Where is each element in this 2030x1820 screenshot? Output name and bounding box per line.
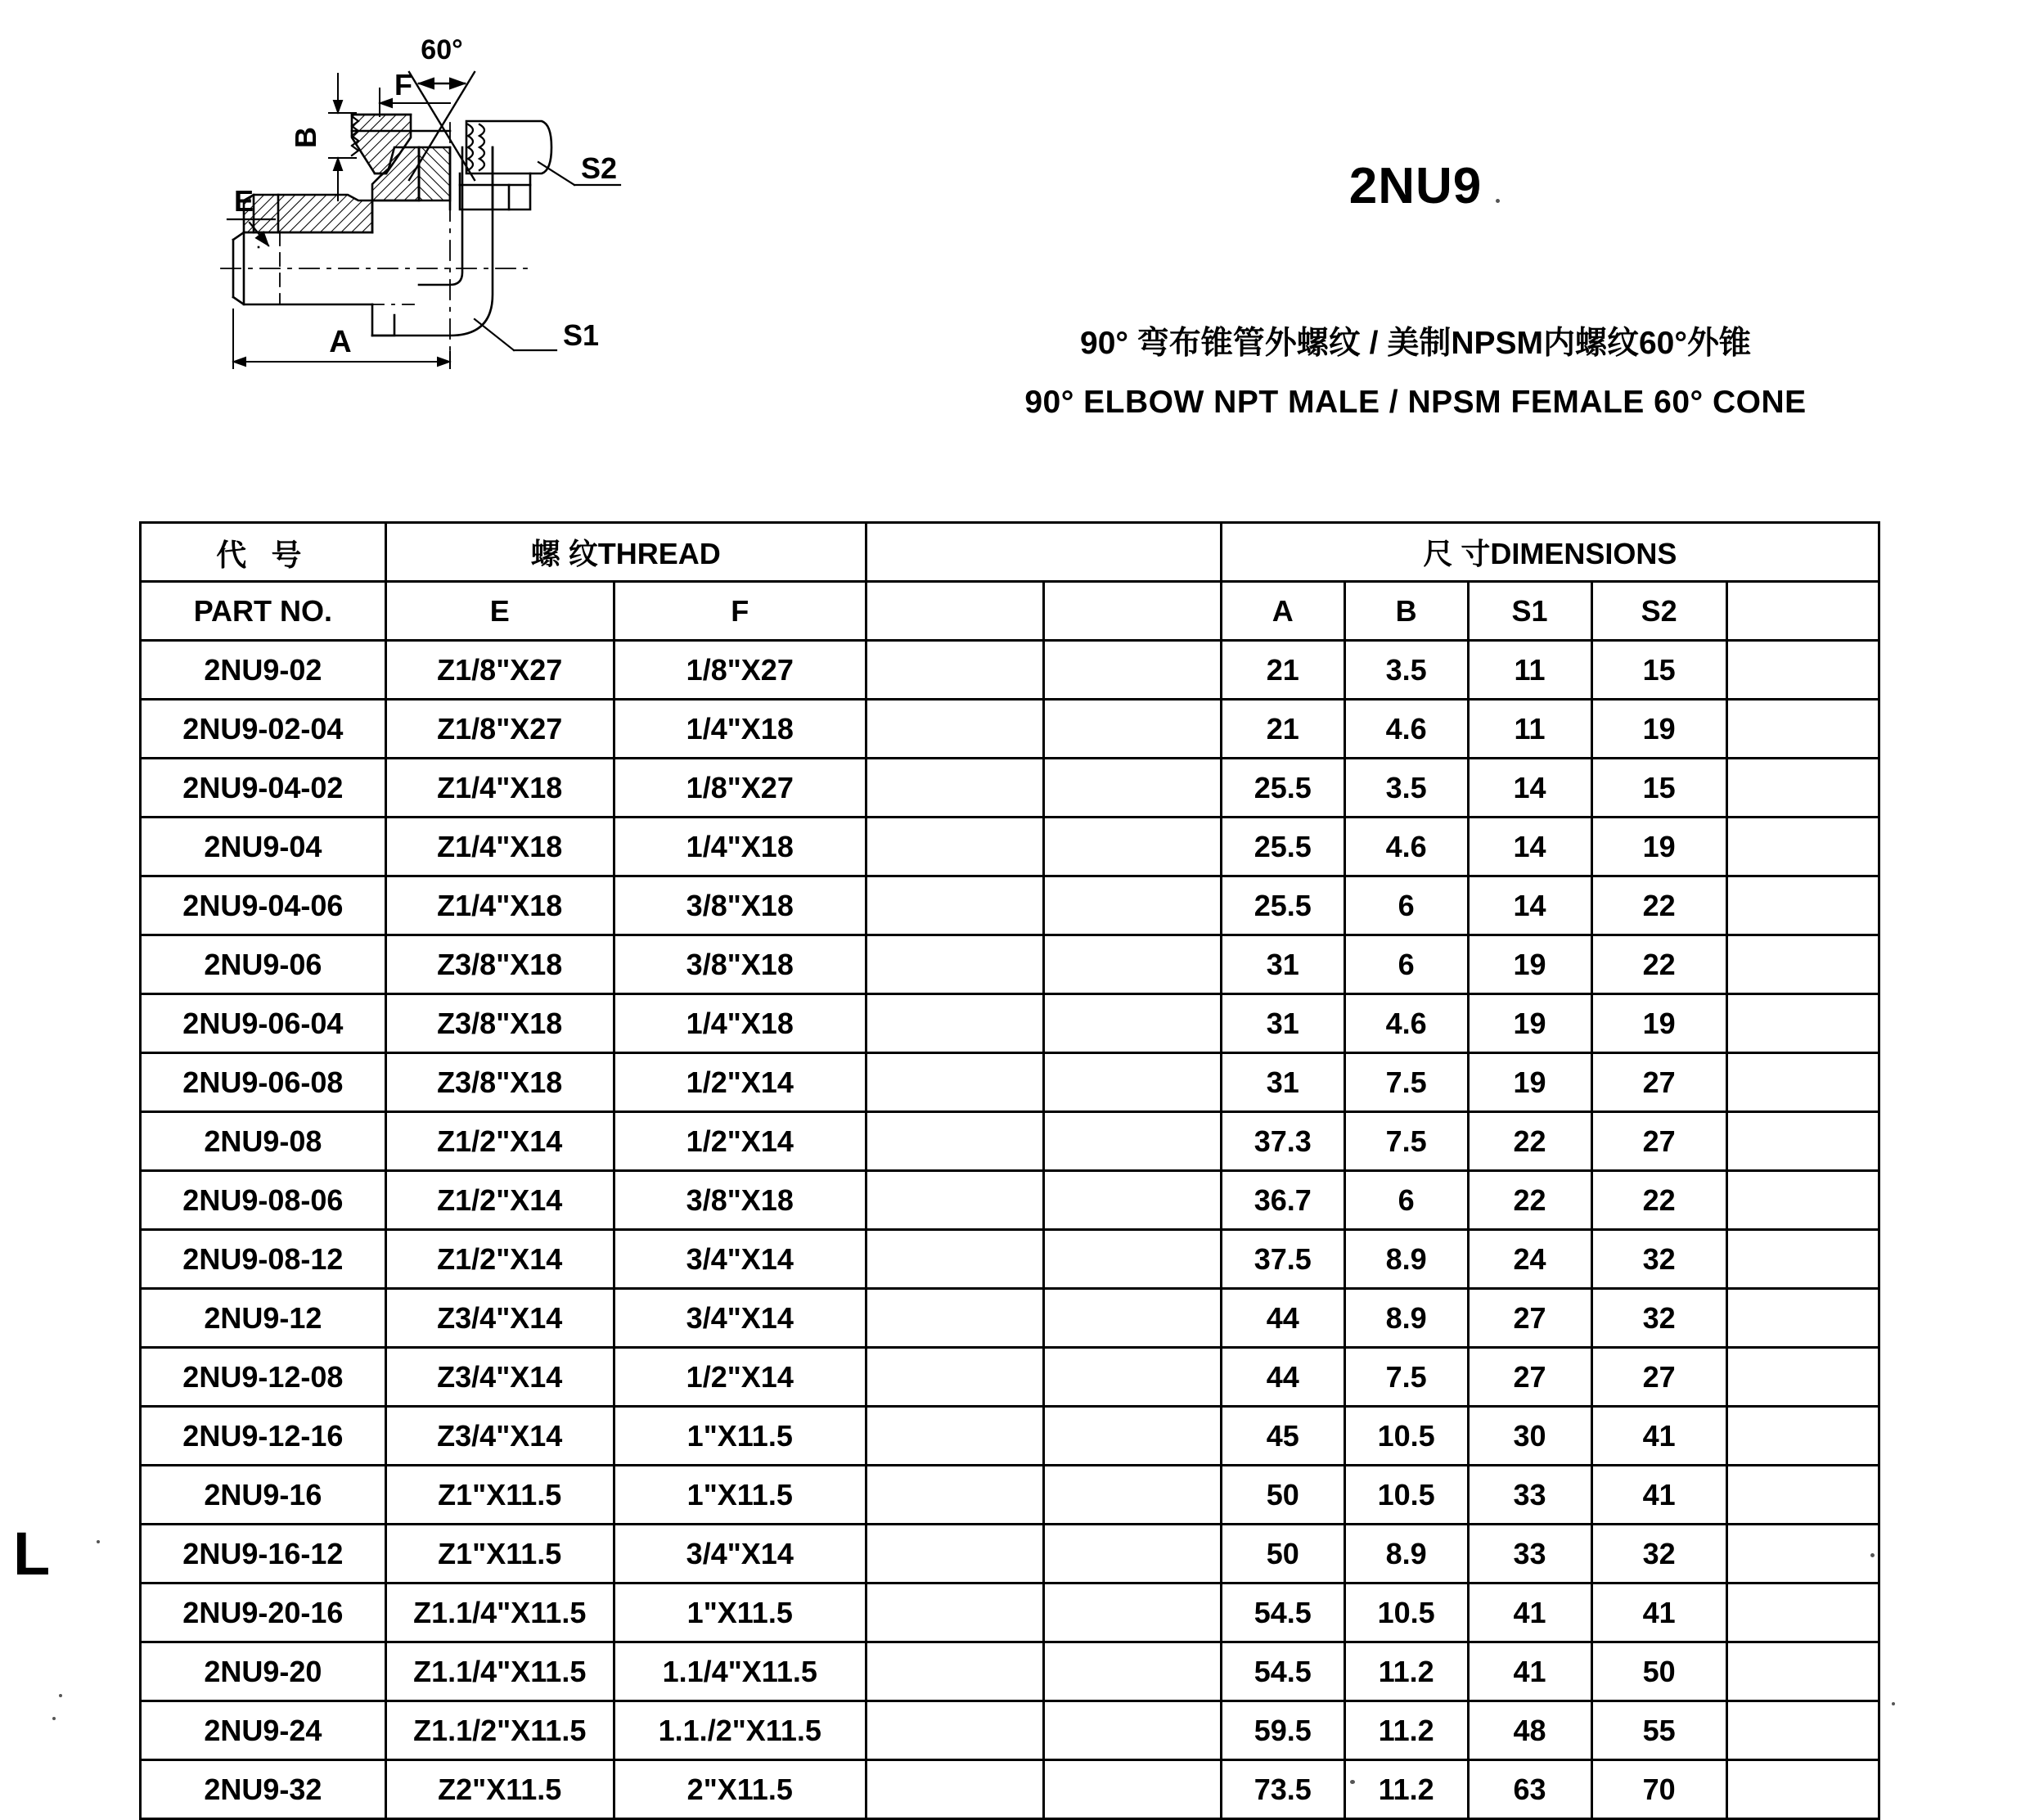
cell-part-no: 2NU9-12 — [141, 1289, 386, 1348]
cell-blank-1 — [866, 1466, 1043, 1525]
cell-thread-f: 3/4"X14 — [614, 1230, 866, 1289]
header-tail-blank — [1726, 582, 1879, 641]
cell-dim-a: 50 — [1221, 1466, 1344, 1525]
cell-blank-2 — [1043, 1230, 1221, 1289]
cell-tail-blank — [1726, 1583, 1879, 1642]
cell-blank-2 — [1043, 1053, 1221, 1112]
cell-blank-1 — [866, 1642, 1043, 1701]
cell-blank-1 — [866, 994, 1043, 1053]
cell-tail-blank — [1726, 876, 1879, 935]
cell-thread-e: Z3/4"X14 — [385, 1407, 614, 1466]
page-title: 2NU9 — [1348, 158, 1483, 214]
cell-dim-a: 45 — [1221, 1407, 1344, 1466]
cell-dim-s2: 19 — [1591, 818, 1726, 876]
cell-thread-f: 1"X11.5 — [614, 1583, 866, 1642]
cell-dim-s1: 14 — [1468, 818, 1591, 876]
cell-part-no: 2NU9-08 — [141, 1112, 386, 1171]
table-row — [141, 641, 1879, 700]
cell-dim-s1: 24 — [1468, 1230, 1591, 1289]
cell-dim-b: 4.6 — [1344, 818, 1468, 876]
drawing-label-b: B — [289, 127, 322, 148]
cell-blank-2 — [1043, 935, 1221, 994]
drawing-label-s1: S1 — [563, 318, 600, 352]
cell-dim-s1: 19 — [1468, 935, 1591, 994]
table-header-sub-row — [141, 582, 1879, 641]
cell-thread-e: Z1/4"X18 — [385, 759, 614, 818]
cell-dim-s2: 41 — [1591, 1466, 1726, 1525]
cell-blank-1 — [866, 876, 1043, 935]
margin-letter-mark: L — [13, 1520, 51, 1588]
drawing-label-e: E — [233, 184, 254, 218]
cell-blank-1 — [866, 1583, 1043, 1642]
header-thread-cn: 螺 纹 — [530, 537, 598, 570]
cell-thread-e: Z3/8"X18 — [385, 994, 614, 1053]
cell-blank-1 — [866, 1701, 1043, 1760]
cell-dim-b: 11.2 — [1344, 1760, 1468, 1819]
cell-blank-1 — [866, 700, 1043, 759]
title-block — [933, 160, 1898, 421]
cell-dim-a: 54.5 — [1221, 1583, 1344, 1642]
cell-thread-e: Z1/2"X14 — [385, 1230, 614, 1289]
cell-thread-e: Z1.1/4"X11.5 — [385, 1642, 614, 1701]
cell-blank-1 — [866, 935, 1043, 994]
table-row — [141, 759, 1879, 818]
cell-blank-1 — [866, 1348, 1043, 1407]
cell-dim-s2: 22 — [1591, 935, 1726, 994]
cell-dim-a: 44 — [1221, 1289, 1344, 1348]
cell-dim-a: 37.3 — [1221, 1112, 1344, 1171]
cell-tail-blank — [1726, 1230, 1879, 1289]
cell-blank-2 — [1043, 1701, 1221, 1760]
cell-blank-1 — [866, 1525, 1043, 1583]
cell-dim-s2: 15 — [1591, 759, 1726, 818]
cell-thread-f: 3/4"X14 — [614, 1289, 866, 1348]
cell-dim-a: 37.5 — [1221, 1230, 1344, 1289]
table-row — [141, 994, 1879, 1053]
cell-blank-2 — [1043, 1642, 1221, 1701]
cell-tail-blank — [1726, 1053, 1879, 1112]
cell-dim-b: 6 — [1344, 1171, 1468, 1230]
cell-thread-e: Z1"X11.5 — [385, 1525, 614, 1583]
cell-tail-blank — [1726, 1760, 1879, 1819]
cell-blank-2 — [1043, 641, 1221, 700]
drawing-label-s2: S2 — [581, 151, 618, 185]
cell-dim-s2: 27 — [1591, 1348, 1726, 1407]
cell-thread-f: 1/4"X18 — [614, 818, 866, 876]
table-row — [141, 1525, 1879, 1583]
cell-thread-f: 1.1./2"X11.5 — [614, 1701, 866, 1760]
cell-dim-s1: 14 — [1468, 759, 1591, 818]
table-row — [141, 818, 1879, 876]
cell-dim-b: 10.5 — [1344, 1583, 1468, 1642]
cell-thread-e: Z2"X11.5 — [385, 1760, 614, 1819]
header-e: E — [385, 582, 614, 641]
cell-tail-blank — [1726, 1701, 1879, 1760]
fitting-technical-drawing — [205, 25, 663, 483]
cell-blank-1 — [866, 818, 1043, 876]
cell-thread-f: 2"X11.5 — [614, 1760, 866, 1819]
cell-dim-a: 25.5 — [1221, 818, 1344, 876]
cell-thread-f: 1/2"X14 — [614, 1053, 866, 1112]
cell-blank-1 — [866, 1053, 1043, 1112]
cell-part-no: 2NU9-02-04 — [141, 700, 386, 759]
cell-dim-s2: 70 — [1591, 1760, 1726, 1819]
cell-dim-b: 11.2 — [1344, 1642, 1468, 1701]
scan-speckle — [1892, 1702, 1895, 1705]
cell-thread-e: Z1/4"X18 — [385, 876, 614, 935]
cell-part-no: 2NU9-32 — [141, 1760, 386, 1819]
cell-dim-s1: 19 — [1468, 994, 1591, 1053]
cell-thread-f: 1/8"X27 — [614, 759, 866, 818]
cell-tail-blank — [1726, 641, 1879, 700]
cell-dim-b: 8.9 — [1344, 1525, 1468, 1583]
cell-dim-a: 21 — [1221, 700, 1344, 759]
header-blank-2 — [1043, 582, 1221, 641]
cell-part-no: 2NU9-06-04 — [141, 994, 386, 1053]
table-body — [141, 641, 1879, 1819]
cell-thread-e: Z3/8"X18 — [385, 935, 614, 994]
table-row — [141, 1701, 1879, 1760]
cell-thread-e: Z1"X11.5 — [385, 1466, 614, 1525]
cell-part-no: 2NU9-04-06 — [141, 876, 386, 935]
cell-tail-blank — [1726, 1171, 1879, 1230]
cell-blank-1 — [866, 1289, 1043, 1348]
subtitle-chinese: 90° 弯布锥管外螺纹 / 美制NPSM内螺纹60°外锥 — [1080, 326, 1751, 362]
header-s2: S2 — [1591, 582, 1726, 641]
cell-thread-f: 3/8"X18 — [614, 1171, 866, 1230]
scan-speckle — [59, 1694, 62, 1697]
cell-dim-b: 6 — [1344, 876, 1468, 935]
cell-blank-2 — [1043, 700, 1221, 759]
cell-dim-s1: 27 — [1468, 1348, 1591, 1407]
cell-blank-1 — [866, 1112, 1043, 1171]
cell-blank-2 — [1043, 1348, 1221, 1407]
table-row — [141, 1171, 1879, 1230]
cell-dim-a: 25.5 — [1221, 759, 1344, 818]
cell-blank-2 — [1043, 1525, 1221, 1583]
cell-blank-2 — [1043, 818, 1221, 876]
cell-thread-f: 1"X11.5 — [614, 1407, 866, 1466]
cell-dim-s1: 27 — [1468, 1289, 1591, 1348]
table-header-group-row — [141, 523, 1879, 582]
cell-part-no: 2NU9-04 — [141, 818, 386, 876]
cell-tail-blank — [1726, 818, 1879, 876]
specification-table — [139, 521, 1880, 1820]
cell-dim-s1: 41 — [1468, 1583, 1591, 1642]
cell-dim-a: 73.5 — [1221, 1760, 1344, 1819]
cell-thread-f: 1.1/4"X11.5 — [614, 1642, 866, 1701]
cell-dim-s1: 22 — [1468, 1112, 1591, 1171]
cell-blank-1 — [866, 1230, 1043, 1289]
cell-thread-f: 1/2"X14 — [614, 1348, 866, 1407]
cell-dim-s2: 55 — [1591, 1701, 1726, 1760]
scan-speckle — [1496, 199, 1500, 203]
cell-dim-b: 8.9 — [1344, 1230, 1468, 1289]
cell-dim-s2: 41 — [1591, 1583, 1726, 1642]
cell-blank-1 — [866, 1171, 1043, 1230]
cell-blank-2 — [1043, 1171, 1221, 1230]
cell-blank-1 — [866, 1760, 1043, 1819]
cell-dim-s2: 32 — [1591, 1525, 1726, 1583]
cell-dim-a: 31 — [1221, 935, 1344, 994]
cell-dim-s1: 33 — [1468, 1466, 1591, 1525]
cell-dim-a: 59.5 — [1221, 1701, 1344, 1760]
header-s1: S1 — [1468, 582, 1591, 641]
table-row — [141, 1289, 1879, 1348]
cell-dim-b: 6 — [1344, 935, 1468, 994]
table-row — [141, 935, 1879, 994]
cell-thread-e: Z1/8"X27 — [385, 700, 614, 759]
cell-dim-s2: 27 — [1591, 1053, 1726, 1112]
cell-thread-e: Z3/4"X14 — [385, 1289, 614, 1348]
cell-dim-a: 36.7 — [1221, 1171, 1344, 1230]
header-thread-group — [385, 523, 866, 582]
table-row — [141, 1112, 1879, 1171]
cell-thread-f: 3/8"X18 — [614, 876, 866, 935]
cell-thread-e: Z3/4"X14 — [385, 1348, 614, 1407]
cell-dim-s1: 33 — [1468, 1525, 1591, 1583]
cell-blank-2 — [1043, 1407, 1221, 1466]
subtitle-english: 90° ELBOW NPT MALE / NPSM FEMALE 60° CONE — [1024, 385, 1807, 421]
table-row — [141, 1642, 1879, 1701]
cell-part-no: 2NU9-12-08 — [141, 1348, 386, 1407]
drawing-label-a: A — [329, 325, 352, 359]
cell-part-no: 2NU9-08-12 — [141, 1230, 386, 1289]
header-f: F — [614, 582, 866, 641]
header-dimensions-cn: 尺 寸 — [1423, 537, 1491, 570]
cell-blank-2 — [1043, 994, 1221, 1053]
table-row — [141, 1053, 1879, 1112]
cell-part-no: 2NU9-20-16 — [141, 1583, 386, 1642]
cell-dim-s1: 11 — [1468, 641, 1591, 700]
cell-dim-s2: 15 — [1591, 641, 1726, 700]
cell-dim-s2: 50 — [1591, 1642, 1726, 1701]
cell-dim-s2: 19 — [1591, 700, 1726, 759]
cell-thread-e: Z1/2"X14 — [385, 1112, 614, 1171]
cell-dim-a: 31 — [1221, 994, 1344, 1053]
cell-dim-s1: 41 — [1468, 1642, 1591, 1701]
cell-part-no: 2NU9-04-02 — [141, 759, 386, 818]
cell-dim-s1: 22 — [1468, 1171, 1591, 1230]
cell-part-no: 2NU9-02 — [141, 641, 386, 700]
cell-thread-f: 1/4"X18 — [614, 700, 866, 759]
table-row — [141, 1348, 1879, 1407]
cell-dim-a: 44 — [1221, 1348, 1344, 1407]
header-b: B — [1344, 582, 1468, 641]
cell-part-no: 2NU9-24 — [141, 1701, 386, 1760]
cell-part-no: 2NU9-16 — [141, 1466, 386, 1525]
cell-part-no: 2NU9-06 — [141, 935, 386, 994]
cell-thread-f: 1/4"X18 — [614, 994, 866, 1053]
table-header — [141, 523, 1879, 641]
cell-dim-s1: 14 — [1468, 876, 1591, 935]
cell-tail-blank — [1726, 1525, 1879, 1583]
cell-thread-f: 3/8"X18 — [614, 935, 866, 994]
table-row — [141, 1760, 1879, 1819]
cell-dim-b: 4.6 — [1344, 994, 1468, 1053]
cell-thread-f: 1"X11.5 — [614, 1466, 866, 1525]
cell-dim-a: 21 — [1221, 641, 1344, 700]
cell-blank-1 — [866, 641, 1043, 700]
cell-dim-s1: 48 — [1468, 1701, 1591, 1760]
scan-speckle — [52, 1717, 56, 1720]
header-blank-group — [866, 523, 1221, 582]
cell-tail-blank — [1726, 700, 1879, 759]
cell-dim-a: 50 — [1221, 1525, 1344, 1583]
header-part-no-cn: 代 号 — [141, 523, 386, 582]
cell-blank-2 — [1043, 1760, 1221, 1819]
table-row — [141, 1466, 1879, 1525]
cell-dim-s2: 32 — [1591, 1289, 1726, 1348]
cell-dim-s2: 22 — [1591, 876, 1726, 935]
table-row — [141, 700, 1879, 759]
cell-blank-1 — [866, 1407, 1043, 1466]
table-row — [141, 1407, 1879, 1466]
cell-dim-s1: 19 — [1468, 1053, 1591, 1112]
cell-tail-blank — [1726, 1642, 1879, 1701]
cell-dim-b: 3.5 — [1344, 759, 1468, 818]
cell-dim-s2: 27 — [1591, 1112, 1726, 1171]
cell-part-no: 2NU9-12-16 — [141, 1407, 386, 1466]
cell-part-no: 2NU9-16-12 — [141, 1525, 386, 1583]
cell-tail-blank — [1726, 994, 1879, 1053]
cell-part-no: 2NU9-20 — [141, 1642, 386, 1701]
cell-thread-e: Z1/2"X14 — [385, 1171, 614, 1230]
cell-tail-blank — [1726, 1289, 1879, 1348]
cell-blank-2 — [1043, 1583, 1221, 1642]
cell-part-no: 2NU9-06-08 — [141, 1053, 386, 1112]
table-row — [141, 876, 1879, 935]
scan-speckle — [1350, 1780, 1355, 1784]
cell-dim-b: 10.5 — [1344, 1466, 1468, 1525]
cell-tail-blank — [1726, 1348, 1879, 1407]
cell-dim-a: 31 — [1221, 1053, 1344, 1112]
cell-dim-s2: 22 — [1591, 1171, 1726, 1230]
drawing-label-angle-60: 60° — [421, 34, 463, 65]
cell-blank-2 — [1043, 1466, 1221, 1525]
cell-dim-b: 4.6 — [1344, 700, 1468, 759]
cell-tail-blank — [1726, 759, 1879, 818]
table-row — [141, 1230, 1879, 1289]
cell-thread-f: 3/4"X14 — [614, 1525, 866, 1583]
scan-speckle — [1870, 1553, 1875, 1557]
header-part-no: PART NO. — [141, 582, 386, 641]
cell-blank-2 — [1043, 876, 1221, 935]
header-a: A — [1221, 582, 1344, 641]
cell-tail-blank — [1726, 935, 1879, 994]
specification-table-container — [139, 521, 1880, 1820]
cell-dim-b: 11.2 — [1344, 1701, 1468, 1760]
drawing-label-f: F — [394, 68, 412, 101]
cell-blank-2 — [1043, 759, 1221, 818]
cell-thread-f: 1/2"X14 — [614, 1112, 866, 1171]
cell-dim-b: 7.5 — [1344, 1348, 1468, 1407]
cell-thread-e: Z1.1/4"X11.5 — [385, 1583, 614, 1642]
cell-tail-blank — [1726, 1112, 1879, 1171]
scan-speckle — [97, 1540, 100, 1543]
cell-thread-e: Z1/8"X27 — [385, 641, 614, 700]
cell-dim-b: 7.5 — [1344, 1053, 1468, 1112]
cell-part-no: 2NU9-08-06 — [141, 1171, 386, 1230]
cell-dim-a: 54.5 — [1221, 1642, 1344, 1701]
cell-tail-blank — [1726, 1407, 1879, 1466]
cell-dim-s2: 32 — [1591, 1230, 1726, 1289]
cell-thread-f: 1/8"X27 — [614, 641, 866, 700]
header-blank-1 — [866, 582, 1043, 641]
header-thread-en: THREAD — [597, 537, 721, 570]
cell-thread-e: Z1/4"X18 — [385, 818, 614, 876]
cell-dim-b: 10.5 — [1344, 1407, 1468, 1466]
header-dimensions-en: DIMENSIONS — [1490, 537, 1677, 570]
cell-blank-2 — [1043, 1112, 1221, 1171]
cell-dim-s1: 63 — [1468, 1760, 1591, 1819]
cell-tail-blank — [1726, 1466, 1879, 1525]
cell-dim-b: 7.5 — [1344, 1112, 1468, 1171]
header-dimensions-group — [1221, 523, 1879, 582]
cell-dim-s1: 11 — [1468, 700, 1591, 759]
cell-thread-e: Z3/8"X18 — [385, 1053, 614, 1112]
cell-dim-a: 25.5 — [1221, 876, 1344, 935]
cell-blank-1 — [866, 759, 1043, 818]
cell-dim-b: 3.5 — [1344, 641, 1468, 700]
cell-dim-s2: 19 — [1591, 994, 1726, 1053]
cell-blank-2 — [1043, 1289, 1221, 1348]
cell-thread-e: Z1.1/2"X11.5 — [385, 1701, 614, 1760]
cell-dim-b: 8.9 — [1344, 1289, 1468, 1348]
cell-dim-s1: 30 — [1468, 1407, 1591, 1466]
cell-dim-s2: 41 — [1591, 1407, 1726, 1466]
table-row — [141, 1583, 1879, 1642]
